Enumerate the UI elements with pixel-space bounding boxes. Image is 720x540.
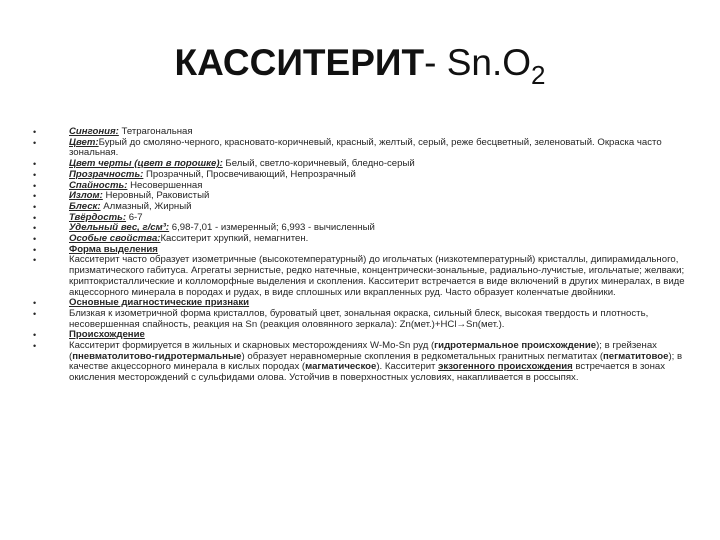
property-value: Тетрагональная [118,126,193,137]
section-header-text: Основные диагностические признаки [69,297,250,309]
slide-title [0,42,720,90]
origin-text: Касситерит формируется в жильных и скарновых месторождениях W-Mo-Sn руд ( [69,340,435,352]
origin-term: экзогенного происхождения [438,361,573,373]
diagnostics-description [33,309,693,330]
property-label: Прозрачность: [69,168,144,180]
origin-term: пневматолитово-гидротермальные [72,350,242,362]
origin-text: ); в качестве акцессорного минерала в кислых породах ( [69,350,683,373]
property-value: Бурый до смоляно-черного, красновато-коричневый, красный, желтый, серый, реже бесцветный, зеленоватый. Окраска часто зональная. [69,136,662,159]
property-value: 6-7 [126,211,143,223]
property-label: Сингония: [69,126,119,137]
property-value: Прозрачный, Просвечивающий, Непрозрачный [143,168,356,180]
property-list [33,127,693,384]
origin-term: магматическое [305,361,377,373]
property-value: Неровный, Раковистый [102,190,210,202]
property-label: Особые свойства: [69,233,161,245]
property-value: Касситерит хрупкий, немагнитен. [160,233,309,245]
property-label: Цвет: [69,136,99,148]
section-header-text: Форма выделения [69,243,158,255]
origin-description [33,341,693,384]
origin-term: гидротермальное происхождение [434,340,597,352]
origin-text: ) образует неравномерные скопления в редкометальных гранитных пегматитах ( [241,350,604,362]
property-color [33,138,693,159]
property-label: Цвет черты (цвет в порошке): [69,158,223,170]
paragraph-text: Касситерит часто образует изометричные (высокотемпературный) до игольчатых (низкотемпературный) кристаллы, дипирамидального, призматического габитуса. Агрегаты зернистые, редко натечные, концентрически-зональные, радиально-лучистые, игольчатые; желваки; криптокристаллические и колломорфные выделения и скопления. Касситерит встречается в виде включений в других минералах, в виде акцессорного минерала в породах и рудах, в виде сплошных или вкрапленных руд. Часто образует коленчатые двойники. [69,254,685,298]
property-value: Несовершенная [127,179,203,191]
origin-text: ); в грейзенах ( [69,340,657,362]
property-label: Удельный вес, г/см³: [69,222,170,234]
formula-subscript: 2 [531,60,546,90]
origin-text: встречается в зонах окисления месторождений с сульфидами олова. Устойчив в поверхностных условиях, накапливается в россыпях. [69,361,666,384]
property-value: 6,98-7,01 - измеренный; 6,993 - вычисленный [169,222,375,234]
property-label: Блеск: [69,200,101,212]
property-label: Излом: [69,190,103,202]
origin-term: пегматитовое [603,350,669,362]
section-header-text: Происхождение [69,329,145,341]
property-value: Алмазный, Жирный [100,200,192,212]
mineral-name: КАССИТЕРИТ [174,42,425,83]
title-dash: - [424,42,447,83]
formula-main: Sn.O [446,42,532,83]
property-label: Спайность: [69,179,128,191]
origin-text: ). Касситерит [376,361,439,373]
habit-description [33,255,693,298]
property-label: Твёрдость: [69,211,127,223]
property-value: Белый, светло-коричневый, бледно-серый [222,158,415,170]
paragraph-text: Близкая к изометричной форма кристаллов, буроватый цвет, зональная окраска, сильный блеск, высокая твердость и плотность, несовершенная спайность, реакция на Sn (реакция оловянного зеркала): Zn(мет.)+HCl→Sn(мет.). [69,307,649,330]
